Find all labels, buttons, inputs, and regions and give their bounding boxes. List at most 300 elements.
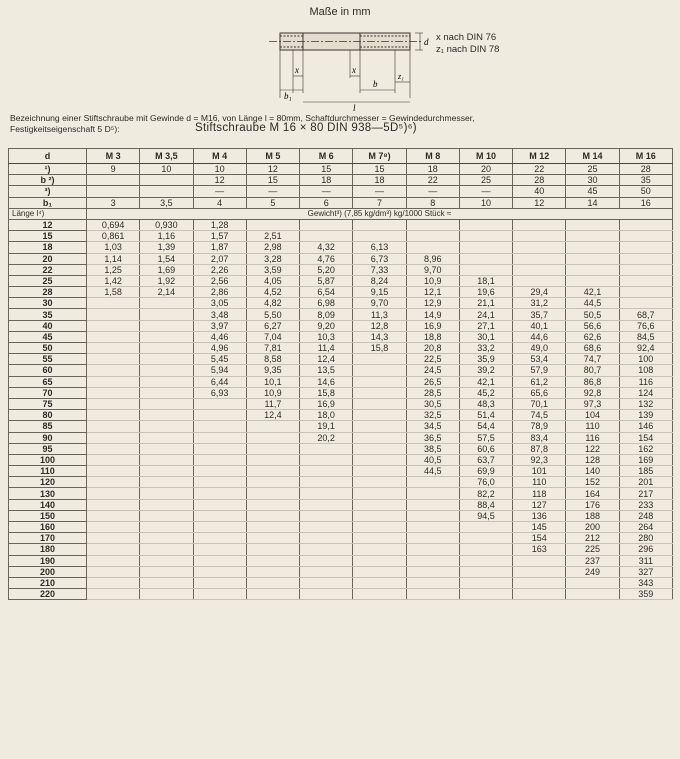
weight-value: [140, 320, 193, 331]
weight-value: 1,42: [87, 275, 140, 286]
weight-label: Gewicht³) (7,85 kg/dm³) kg/1000 Stück ≈: [87, 208, 673, 219]
weight-value: [353, 466, 406, 477]
weight-value: [406, 589, 459, 600]
weight-value: [140, 510, 193, 521]
weight-value: [140, 477, 193, 488]
weight-value: 0,694: [87, 219, 140, 230]
weight-value: [193, 410, 246, 421]
length-value: 25: [9, 275, 87, 286]
weight-value: [566, 589, 619, 600]
size-header: M 8: [406, 149, 459, 164]
weight-value: 48,3: [459, 398, 512, 409]
weight-value: [246, 533, 299, 544]
b-value: 25: [459, 175, 512, 186]
weight-value: 33,2: [459, 343, 512, 354]
length-value: 35: [9, 309, 87, 320]
weight-value: 88,4: [459, 499, 512, 510]
weight-value: 86,8: [566, 376, 619, 387]
weight-value: [193, 398, 246, 409]
weight-value: 78,9: [513, 421, 566, 432]
weight-value: [406, 522, 459, 533]
b1-value: 7: [353, 197, 406, 208]
b-row: [9, 164, 673, 175]
weight-value: 4,76: [300, 253, 353, 264]
weight-value: 76,6: [619, 320, 672, 331]
weight-value: [140, 354, 193, 365]
length-value: 12: [9, 219, 87, 230]
weight-value: [353, 522, 406, 533]
weight-value: [87, 499, 140, 510]
weight-value: 62,6: [566, 331, 619, 342]
weight-value: 185: [619, 466, 672, 477]
weight-value: 87,8: [513, 443, 566, 454]
b-row: [9, 186, 673, 197]
b1-value: 8: [406, 197, 459, 208]
weight-value: 9,70: [406, 264, 459, 275]
weight-value: 97,3: [566, 398, 619, 409]
b-value: 15: [353, 164, 406, 175]
b-value: 35: [619, 175, 672, 186]
weight-value: 146: [619, 421, 672, 432]
weight-value: 1,87: [193, 242, 246, 253]
size-header: M 6: [300, 149, 353, 164]
weight-value: 1,58: [87, 287, 140, 298]
weight-value: 14,9: [406, 309, 459, 320]
weight-value: [513, 219, 566, 230]
weight-value: [353, 544, 406, 555]
weight-value: [140, 343, 193, 354]
weight-value: 1,28: [193, 219, 246, 230]
length-value: 190: [9, 555, 87, 566]
weight-value: 7,04: [246, 331, 299, 342]
weight-value: 21,1: [459, 298, 512, 309]
weight-value: 24,1: [459, 309, 512, 320]
weight-value: [246, 477, 299, 488]
weight-value: 12,9: [406, 298, 459, 309]
weight-value: 50,5: [566, 309, 619, 320]
weight-value: [193, 432, 246, 443]
weight-value: [353, 499, 406, 510]
weight-value: 100: [619, 354, 672, 365]
b-label: b: [373, 79, 378, 89]
weight-value: [353, 577, 406, 588]
weight-value: 4,52: [246, 287, 299, 298]
weight-value: 116: [619, 376, 672, 387]
weight-value: [140, 443, 193, 454]
weight-value: [193, 589, 246, 600]
weight-value: [87, 454, 140, 465]
weight-value: 20,2: [300, 432, 353, 443]
weight-value: [246, 589, 299, 600]
weight-value: 1,54: [140, 253, 193, 264]
b-value: —: [406, 186, 459, 197]
weight-value: [353, 365, 406, 376]
length-value: 90: [9, 432, 87, 443]
weight-value: [193, 454, 246, 465]
b1-value: 10: [459, 197, 512, 208]
z1-label: z₁: [398, 72, 404, 81]
length-row: [9, 376, 673, 387]
b-value: 28: [619, 164, 672, 175]
length-value: 18: [9, 242, 87, 253]
weight-value: [87, 577, 140, 588]
weight-value: [140, 365, 193, 376]
b-value: 20: [459, 164, 512, 175]
length-value: 30: [9, 298, 87, 309]
weight-value: 11,3: [353, 309, 406, 320]
length-value: 140: [9, 499, 87, 510]
b-value: [87, 186, 140, 197]
weight-value: 1,57: [193, 231, 246, 242]
weight-value: [246, 488, 299, 499]
weight-value: 188: [566, 510, 619, 521]
b1-value: 5: [246, 197, 299, 208]
weight-value: [300, 589, 353, 600]
weight-value: [87, 522, 140, 533]
weight-value: 4,32: [300, 242, 353, 253]
weight-value: 34,5: [406, 421, 459, 432]
length-value: 50: [9, 343, 87, 354]
b-value: 25: [566, 164, 619, 175]
weight-value: [300, 555, 353, 566]
length-row: [9, 242, 673, 253]
weight-value: [87, 432, 140, 443]
weight-table: [8, 148, 673, 600]
weight-value: 19,6: [459, 287, 512, 298]
b-value: 18: [353, 175, 406, 186]
length-row: [9, 320, 673, 331]
length-row: [9, 410, 673, 421]
weight-value: 280: [619, 533, 672, 544]
weight-value: 132: [619, 398, 672, 409]
weight-value: 27,1: [459, 320, 512, 331]
b-value: 22: [406, 175, 459, 186]
weight-value: [459, 589, 512, 600]
weight-value: 12,4: [300, 354, 353, 365]
length-value: 170: [9, 533, 87, 544]
weight-value: [566, 231, 619, 242]
weight-value: 1,39: [140, 242, 193, 253]
length-row: [9, 298, 673, 309]
weight-value: [140, 577, 193, 588]
length-value: 40: [9, 320, 87, 331]
weight-value: [87, 477, 140, 488]
weight-value: 5,20: [300, 264, 353, 275]
length-value: 55: [9, 354, 87, 365]
weight-value: [406, 242, 459, 253]
weight-value: 54,4: [459, 421, 512, 432]
size-header: M 10: [459, 149, 512, 164]
weight-value: 164: [566, 488, 619, 499]
weight-value: 3,48: [193, 309, 246, 320]
weight-value: [140, 298, 193, 309]
length-row: [9, 231, 673, 242]
weight-value: [353, 432, 406, 443]
weight-value: [193, 522, 246, 533]
weight-value: [406, 477, 459, 488]
weight-value: 36,5: [406, 432, 459, 443]
weight-value: [87, 309, 140, 320]
weight-value: [246, 566, 299, 577]
weight-value: [300, 577, 353, 588]
length-value: 60: [9, 365, 87, 376]
length-value: 28: [9, 287, 87, 298]
weight-value: 101: [513, 466, 566, 477]
length-row: [9, 577, 673, 588]
b1-value: 3,5: [140, 197, 193, 208]
weight-value: [140, 387, 193, 398]
weight-value: 4,05: [246, 275, 299, 286]
weight-value: 40,1: [513, 320, 566, 331]
weight-value: [140, 566, 193, 577]
b-value: 10: [193, 164, 246, 175]
weight-value: 80,7: [566, 365, 619, 376]
weight-value: 2,56: [193, 275, 246, 286]
x-label-1: x: [295, 65, 299, 75]
weight-value: [459, 522, 512, 533]
weight-value: 45,2: [459, 387, 512, 398]
weight-value: [353, 566, 406, 577]
weight-value: [406, 219, 459, 230]
weight-value: [353, 510, 406, 521]
b-value: —: [300, 186, 353, 197]
weight-value: 29,4: [513, 287, 566, 298]
weight-value: 327: [619, 566, 672, 577]
weight-value: [513, 555, 566, 566]
b1-row: [9, 197, 673, 208]
weight-value: [140, 432, 193, 443]
weight-value: [140, 533, 193, 544]
b1-value: 3: [87, 197, 140, 208]
weight-value: 154: [513, 533, 566, 544]
weight-value: 8,58: [246, 354, 299, 365]
weight-value: [300, 231, 353, 242]
weight-value: 39,2: [459, 365, 512, 376]
weight-value: 2,86: [193, 287, 246, 298]
weight-value: 53,4: [513, 354, 566, 365]
weight-value: 217: [619, 488, 672, 499]
weight-value: [87, 365, 140, 376]
weight-value: [193, 577, 246, 588]
b1-value: 4: [193, 197, 246, 208]
weight-value: [300, 510, 353, 521]
length-value: 20: [9, 253, 87, 264]
weight-value: 136: [513, 510, 566, 521]
size-header: M 4: [193, 149, 246, 164]
weight-value: [459, 242, 512, 253]
b-value: 18: [300, 175, 353, 186]
weight-value: 110: [513, 477, 566, 488]
b-value: 28: [513, 175, 566, 186]
weight-value: [193, 488, 246, 499]
weight-value: [353, 376, 406, 387]
weight-value: [193, 477, 246, 488]
weight-value: 3,97: [193, 320, 246, 331]
b-value: —: [246, 186, 299, 197]
weight-value: 8,24: [353, 275, 406, 286]
b-value: —: [353, 186, 406, 197]
weight-value: 0,930: [140, 219, 193, 230]
weight-value: 1,16: [140, 231, 193, 242]
weight-value: [459, 253, 512, 264]
weight-value: 13,5: [300, 365, 353, 376]
weight-value: 140: [566, 466, 619, 477]
length-value: 95: [9, 443, 87, 454]
b-value: 12: [193, 175, 246, 186]
b-value: 10: [140, 164, 193, 175]
weight-value: 343: [619, 577, 672, 588]
d-header: d: [9, 149, 87, 164]
weight-value: [246, 499, 299, 510]
weight-value: 4,96: [193, 343, 246, 354]
weight-value: 3,59: [246, 264, 299, 275]
weight-value: [87, 410, 140, 421]
weight-value: 9,15: [353, 287, 406, 298]
length-row: [9, 421, 673, 432]
weight-value: [459, 566, 512, 577]
weight-value: [140, 398, 193, 409]
weight-value: 3,05: [193, 298, 246, 309]
weight-value: [246, 522, 299, 533]
length-row: [9, 398, 673, 409]
page-title: Maße in mm: [309, 6, 371, 18]
weight-value: [353, 533, 406, 544]
length-value: 220: [9, 589, 87, 600]
weight-value: [513, 242, 566, 253]
weight-value: [300, 544, 353, 555]
weight-value: [87, 488, 140, 499]
weight-value: 84,5: [619, 331, 672, 342]
length-weight-label-row: [9, 208, 673, 219]
weight-value: [353, 477, 406, 488]
weight-value: 0,861: [87, 231, 140, 242]
weight-value: [193, 510, 246, 521]
weight-value: [300, 488, 353, 499]
size-header: M 3: [87, 149, 140, 164]
length-row: [9, 589, 673, 600]
weight-value: [353, 231, 406, 242]
designation-example: Stiftschraube M 16 × 80 DIN 938—5D⁵)⁶): [195, 122, 417, 134]
length-value: 130: [9, 488, 87, 499]
b-row-label: ¹): [9, 164, 87, 175]
length-row: [9, 488, 673, 499]
weight-value: 201: [619, 477, 672, 488]
weight-value: 6,13: [353, 242, 406, 253]
weight-value: [140, 544, 193, 555]
weight-value: 16,9: [300, 398, 353, 409]
length-row: [9, 522, 673, 533]
weight-value: 38,5: [406, 443, 459, 454]
length-row: [9, 331, 673, 342]
weight-value: [459, 219, 512, 230]
weight-value: [513, 589, 566, 600]
weight-value: [87, 510, 140, 521]
weight-value: [619, 242, 672, 253]
weight-value: 32,5: [406, 410, 459, 421]
weight-value: [87, 443, 140, 454]
weight-value: [459, 231, 512, 242]
weight-value: 1,69: [140, 264, 193, 275]
weight-value: [353, 410, 406, 421]
l-label: l: [353, 103, 356, 113]
weight-value: [140, 499, 193, 510]
weight-value: 311: [619, 555, 672, 566]
length-value: 80: [9, 410, 87, 421]
weight-value: [246, 421, 299, 432]
weight-value: [459, 555, 512, 566]
length-value: 22: [9, 264, 87, 275]
weight-value: [353, 589, 406, 600]
weight-value: 16,9: [406, 320, 459, 331]
weight-value: 2,51: [246, 231, 299, 242]
length-row: [9, 309, 673, 320]
weight-value: [246, 432, 299, 443]
weight-value: [513, 577, 566, 588]
weight-value: [406, 231, 459, 242]
weight-value: 51,4: [459, 410, 512, 421]
weight-value: [406, 577, 459, 588]
weight-value: 10,9: [246, 387, 299, 398]
weight-value: 18,1: [459, 275, 512, 286]
weight-value: 57,9: [513, 365, 566, 376]
weight-value: 12,4: [246, 410, 299, 421]
weight-value: 56,6: [566, 320, 619, 331]
weight-value: 4,82: [246, 298, 299, 309]
weight-value: [140, 466, 193, 477]
weight-value: [566, 253, 619, 264]
weight-value: [87, 466, 140, 477]
weight-value: [513, 275, 566, 286]
weight-value: [87, 533, 140, 544]
weight-value: [406, 555, 459, 566]
weight-value: [87, 343, 140, 354]
weight-value: 92,3: [513, 454, 566, 465]
weight-value: [87, 544, 140, 555]
weight-value: [87, 376, 140, 387]
length-row: [9, 219, 673, 230]
weight-value: [353, 219, 406, 230]
weight-value: 42,1: [566, 287, 619, 298]
weight-value: [566, 242, 619, 253]
length-row: [9, 466, 673, 477]
weight-value: 162: [619, 443, 672, 454]
weight-value: 44,5: [566, 298, 619, 309]
b-value: —: [459, 186, 512, 197]
weight-value: 225: [566, 544, 619, 555]
weight-value: 124: [619, 387, 672, 398]
length-row: [9, 499, 673, 510]
weight-value: [140, 410, 193, 421]
weight-value: 3,28: [246, 253, 299, 264]
length-value: 120: [9, 477, 87, 488]
weight-value: [353, 421, 406, 432]
b1-value: 12: [513, 197, 566, 208]
weight-value: [193, 443, 246, 454]
weight-value: 128: [566, 454, 619, 465]
weight-value: 19,1: [300, 421, 353, 432]
b-value: 30: [566, 175, 619, 186]
weight-value: 9,20: [300, 320, 353, 331]
weight-value: 145: [513, 522, 566, 533]
weight-value: 110: [566, 421, 619, 432]
weight-value: [300, 219, 353, 230]
length-row: [9, 275, 673, 286]
length-row: [9, 387, 673, 398]
weight-value: 11,7: [246, 398, 299, 409]
weight-value: [353, 555, 406, 566]
weight-value: 237: [566, 555, 619, 566]
weight-value: 65,6: [513, 387, 566, 398]
